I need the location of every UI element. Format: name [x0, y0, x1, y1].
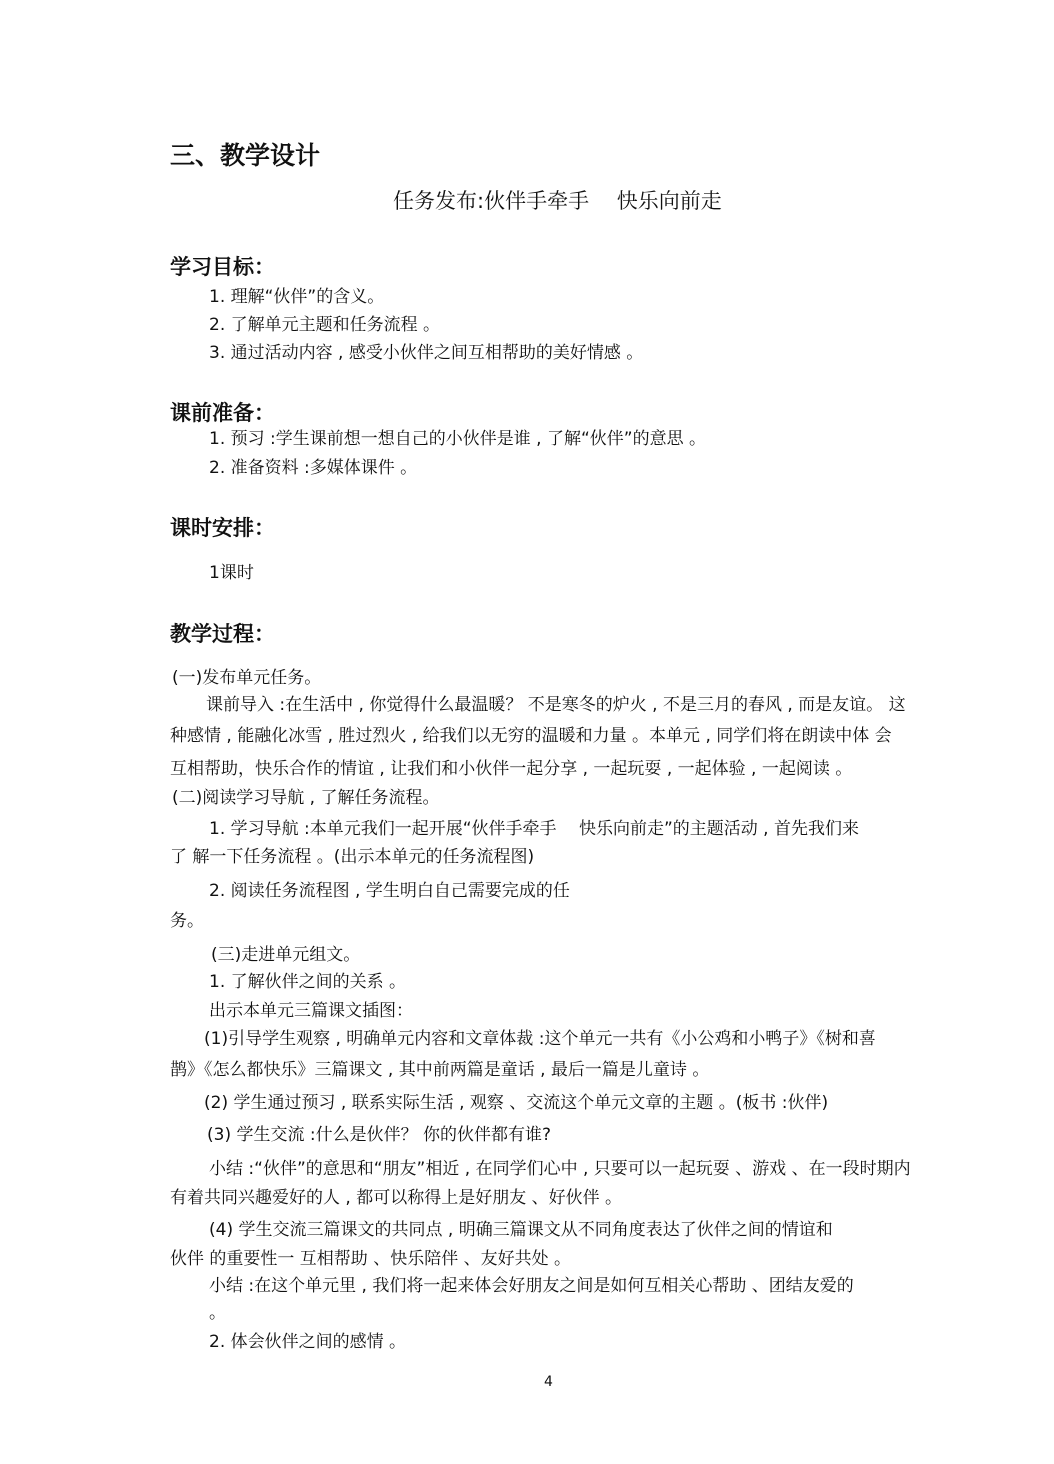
- process-line: 2. 阅读任务流程图 , 学生明白自己需要完成的任: [209, 881, 570, 901]
- process-line: 种感情 , 能融化冰雪 , 胜过烈火 , 给我们以无穷的温暖和力量 。本单元 , 同学们将在朗读中体 会: [170, 726, 892, 746]
- process-line: 互相帮助，快乐合作的情谊 , 让我们和小伙伴一起分享 , 一起玩耍 , 一起体验 , 一起阅读 。: [170, 759, 853, 779]
- goals-heading: 学习目标：: [170, 255, 275, 279]
- process-line: 课前导入 :在生活中 , 你觉得什么最温暖？ 不是寒冬的炉火 , 不是三月的春风 , 而是友谊。 这: [206, 695, 906, 715]
- process-line: (一)发布单元任务。: [172, 668, 322, 688]
- process-line: (3) 学生交流 :什么是伙伴？ 你的伙伴都有谁?: [207, 1125, 552, 1145]
- process-line: 1. 了解伙伴之间的关系 。: [209, 972, 407, 992]
- process-line: 务。: [170, 911, 204, 931]
- schedule-value: 1课时: [209, 563, 254, 583]
- section-title: 三、教学设计: [170, 141, 321, 170]
- process-line: (三)走进单元组文。: [211, 945, 361, 965]
- process-line: 小结 :“伙伴”的意思和“朋友”相近 , 在同学们心中 , 只要可以一起玩耍 、游戏 、在一段时期内: [209, 1159, 911, 1179]
- prep-item: 2. 准备资料 :多媒体课件 。: [209, 458, 418, 478]
- page-number: 4: [544, 1374, 553, 1390]
- schedule-heading: 课时安排：: [170, 516, 275, 540]
- prep-item: 1. 预习 :学生课前想一想自己的小伙伴是谁 , 了解“伙伴”的意思 。: [209, 429, 706, 449]
- process-line: 小结 :在这个单元里 , 我们将一起来体会好朋友之间是如何互相关心帮助 、团结友爱的: [209, 1276, 854, 1296]
- process-line: 出示本单元三篇课文插图：: [209, 1001, 413, 1021]
- process-line: 2. 体会伙伴之间的感情 。: [209, 1332, 407, 1352]
- process-line: 伙伴 的重要性一 互相帮助 、快乐陪伴 、友好共处 。: [170, 1249, 572, 1269]
- process-line: 。: [209, 1303, 226, 1323]
- goal-item: 3. 通过活动内容 , 感受小伙伴之间互相帮助的美好情感 。: [209, 343, 644, 363]
- prep-heading: 课前准备：: [170, 401, 275, 425]
- process-line: (4) 学生交流三篇课文的共同点 , 明确三篇课文从不同角度表达了伙伴之间的情谊和: [209, 1220, 833, 1240]
- task-subtitle: 任务发布:伙伴手牵手 快乐向前走: [393, 189, 722, 213]
- goal-item: 1. 理解“伙伴”的含义。: [209, 287, 385, 307]
- process-line: 鹊》《怎么都快乐》三篇课文 , 其中前两篇是童话 , 最后一篇是儿童诗 。: [170, 1060, 710, 1080]
- process-line: 1. 学习导航 :本单元我们一起开展“伙伴手牵手 快乐向前走”的主题活动 , 首先我们来: [209, 819, 859, 839]
- process-line: (二)阅读学习导航 , 了解任务流程。: [172, 788, 440, 808]
- process-line: (1)引导学生观察 , 明确单元内容和文章体裁 :这个单元一共有《小公鸡和小鸭子》《树和喜: [204, 1029, 876, 1049]
- process-heading: 教学过程：: [170, 622, 275, 646]
- goal-item: 2. 了解单元主题和任务流程 。: [209, 315, 441, 335]
- process-line: 有着共同兴趣爱好的人 , 都可以称得上是好朋友 、好伙伴 。: [170, 1188, 623, 1208]
- process-line: (2) 学生通过预习 , 联系实际生活 , 观察 、交流这个单元文章的主题 。(板书 :伙伴): [204, 1093, 829, 1113]
- process-line: 了 解一下任务流程 。(出示本单元的任务流程图): [170, 847, 535, 867]
